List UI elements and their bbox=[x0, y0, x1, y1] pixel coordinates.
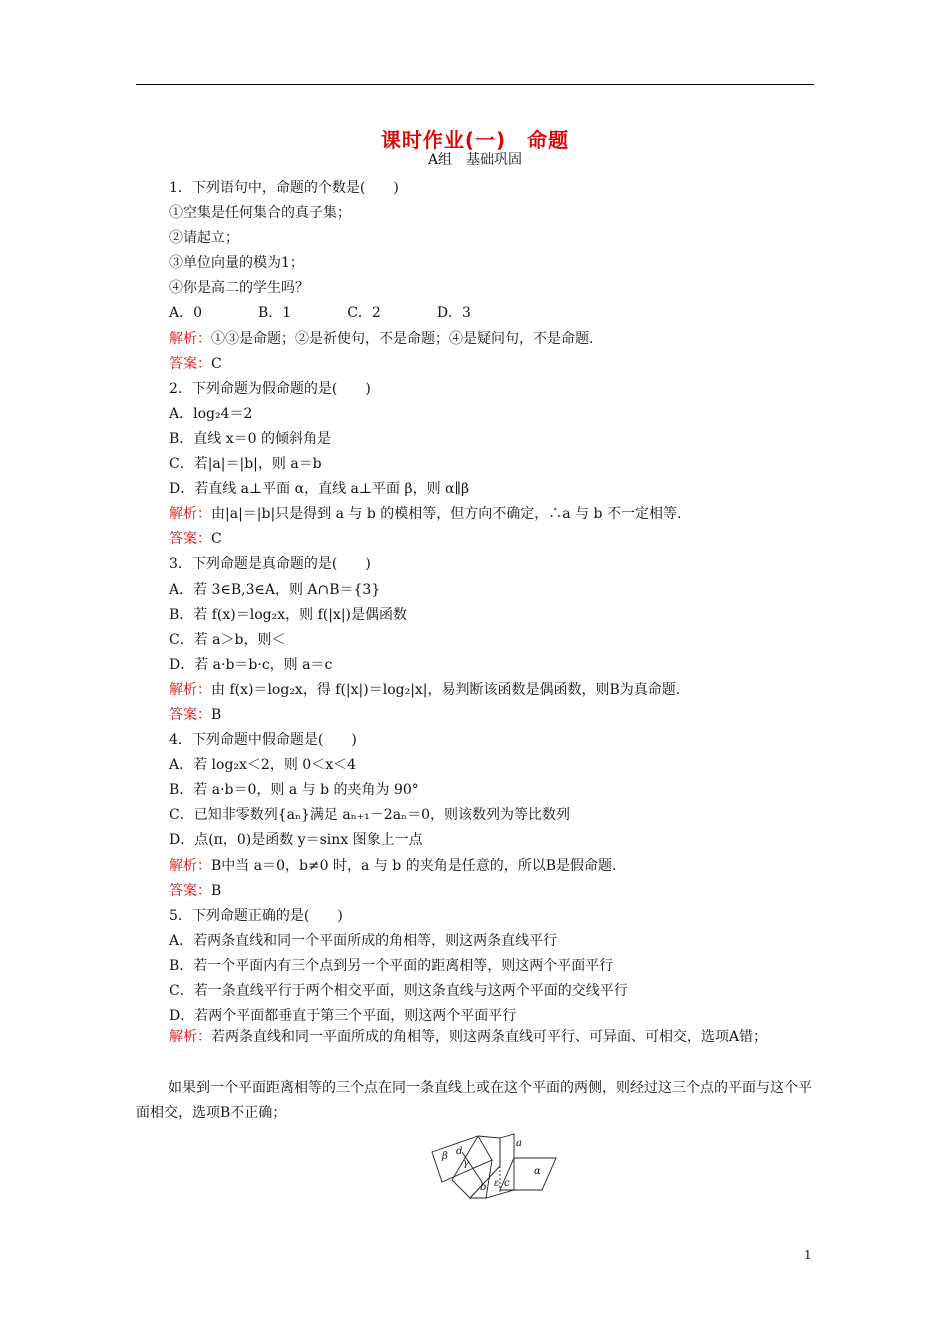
label-alpha: α bbox=[534, 1166, 541, 1177]
answer-label: 答案： bbox=[169, 355, 211, 372]
line-text: 4．下列命题中假命题是( ) bbox=[169, 732, 357, 749]
line-text: B bbox=[211, 882, 222, 899]
answer-line bbox=[169, 879, 829, 904]
answer-label: 解析： bbox=[169, 330, 211, 347]
answer-line bbox=[169, 527, 829, 552]
line-text: ③单位向量的模为1； bbox=[169, 255, 304, 272]
answer-label: 解析： bbox=[169, 857, 211, 874]
line-b bbox=[486, 1160, 492, 1198]
line-text: C．若 a＞b，则＜ bbox=[169, 631, 286, 648]
answer-label: 答案： bbox=[169, 531, 211, 548]
line-text: 2．下列命题为假命题的是( ) bbox=[169, 380, 371, 397]
line-text: A．若 log₂x＜2，则 0＜x＜4 bbox=[169, 757, 357, 774]
plane-beta bbox=[432, 1136, 492, 1182]
line-text: B．若 f(x)＝log₂x，则 f(|x|)是偶函数 bbox=[169, 606, 407, 623]
line-text: B bbox=[211, 706, 222, 723]
text-line bbox=[169, 628, 829, 653]
line-text: C．已知非零数列{aₙ}满足 aₙ₊₁－2aₙ＝0，则该数列为等比数列 bbox=[169, 807, 571, 824]
text-line bbox=[169, 477, 829, 502]
text-line bbox=[169, 427, 829, 452]
label-d: d bbox=[456, 1146, 463, 1157]
label-beta: β bbox=[442, 1151, 448, 1162]
answer-label: 答案： bbox=[169, 882, 211, 899]
line-text: 1．下列语句中，命题的个数是( ) bbox=[169, 180, 399, 196]
line-text: ④你是高二的学生吗？ bbox=[169, 280, 309, 297]
line-text: D．若 a·b＝b·c，则 a＝c bbox=[169, 656, 333, 673]
text-line bbox=[169, 979, 829, 1004]
answer-label: 答案： bbox=[169, 706, 211, 723]
answer-line bbox=[169, 327, 829, 352]
label-epsilon: ε bbox=[494, 1178, 500, 1189]
line-text: 5．下列命题正确的是( ) bbox=[169, 907, 343, 924]
text-line bbox=[169, 778, 829, 803]
text-line bbox=[169, 377, 829, 402]
label-b: b bbox=[480, 1182, 487, 1193]
line-text: ②请起立； bbox=[169, 230, 239, 247]
section-subtitle: A组 基础巩固 bbox=[427, 152, 523, 168]
text-line bbox=[169, 578, 829, 603]
answer-line bbox=[169, 703, 829, 728]
header-rule bbox=[136, 84, 814, 85]
text-line bbox=[169, 753, 829, 778]
answer-label: 解析： bbox=[169, 506, 211, 523]
line-text: C．若一条直线平行于两个相交平面，则这条直线与这两个平面的交线平行 bbox=[169, 983, 628, 999]
line-text: A．若两条直线和同一个平面所成的角相等，则这两条直线平行 bbox=[169, 932, 558, 949]
text-line bbox=[169, 929, 829, 954]
answer-line bbox=[169, 678, 829, 703]
line-text: A．若 3∈B,3∈A，则 A∩B＝{3} bbox=[169, 581, 381, 598]
explanation-paragraph: 如果到一个平面距离相等的三个点在同一条直线上或在这个平面的两侧，则经过这三个点的平面与这个平面相交，选项B不正确； bbox=[136, 1080, 812, 1121]
line-text: B．若 a·b＝0，则 a 与 b 的夹角为 90° bbox=[169, 782, 419, 799]
analysis-text: 若两条直线和同一平面所成的角相等，则这两条直线可平行、可异面、可相交，选项A错； bbox=[211, 1029, 768, 1045]
line-text: 由 f(x)＝log₂x，得 f(|x|)＝log₂|x|，易判断该函数是偶函数，则B为真命题. bbox=[211, 681, 681, 698]
line-text: ①空集是任何集合的真子集； bbox=[169, 205, 351, 222]
question-list bbox=[169, 176, 829, 1029]
text-line bbox=[169, 828, 829, 853]
line-text: D．点(π，0)是函数 y＝sinx 图象上一点 bbox=[169, 832, 423, 849]
text-line bbox=[169, 276, 829, 301]
line-text: A．log₂4＝2 bbox=[169, 405, 253, 422]
page-title: 课时作业(一) 命题 bbox=[380, 128, 570, 152]
analysis-q5 bbox=[169, 1025, 819, 1050]
line-text: 3．下列命题是真命题的是( ) bbox=[169, 556, 371, 573]
text-line bbox=[169, 954, 829, 979]
text-line bbox=[169, 803, 829, 828]
text-line bbox=[169, 452, 829, 477]
text-line bbox=[169, 402, 829, 427]
text-line bbox=[169, 653, 829, 678]
answer-line bbox=[169, 854, 829, 879]
line-text: ①③是命题；②是祈使句，不是命题；④是疑问句，不是命题. bbox=[211, 330, 594, 347]
answer-line bbox=[169, 352, 829, 377]
analysis-label: 解析： bbox=[169, 1029, 211, 1045]
line-text: C bbox=[211, 355, 222, 372]
text-line bbox=[169, 226, 829, 251]
text-line bbox=[169, 176, 829, 201]
label-c: c bbox=[504, 1178, 510, 1189]
line-text: B中当 a＝0，b≠0 时，a 与 b 的夹角是任意的，所以B是假命题. bbox=[211, 857, 617, 874]
label-a: a bbox=[516, 1138, 522, 1149]
text-line bbox=[169, 201, 829, 226]
line-text: C．若|a|＝|b|，则 a＝b bbox=[169, 456, 322, 473]
line-text: 由|a|＝|b|只是得到 a 与 b 的模相等，但方向不确定，∴a 与 b 不一定相等. bbox=[211, 506, 682, 523]
answer-line bbox=[169, 502, 829, 527]
line-text: D．若两个平面都垂直于第三个平面，则这两个平面平行 bbox=[169, 1008, 517, 1025]
page-number: 1 bbox=[804, 1248, 812, 1262]
text-line bbox=[169, 251, 829, 276]
text-line bbox=[169, 301, 829, 326]
answer-label: 解析： bbox=[169, 681, 211, 698]
line-text: C bbox=[211, 531, 222, 548]
planes-figure bbox=[430, 1130, 560, 1202]
line-text: B．直线 x＝0 的倾斜角是 bbox=[169, 430, 331, 447]
text-line bbox=[169, 904, 829, 929]
line-text: B．若一个平面内有三个点到另一个平面的距离相等，则这两个平面平行 bbox=[169, 957, 614, 974]
line-text: A．0 B．1 C．2 D．3 bbox=[169, 305, 471, 322]
line-text: D．若直线 a⊥平面 α，直线 a⊥平面 β，则 α∥β bbox=[169, 481, 470, 498]
label-gamma: γ bbox=[463, 1158, 469, 1169]
text-line bbox=[169, 728, 829, 753]
text-line bbox=[169, 603, 829, 628]
text-line bbox=[169, 552, 829, 577]
